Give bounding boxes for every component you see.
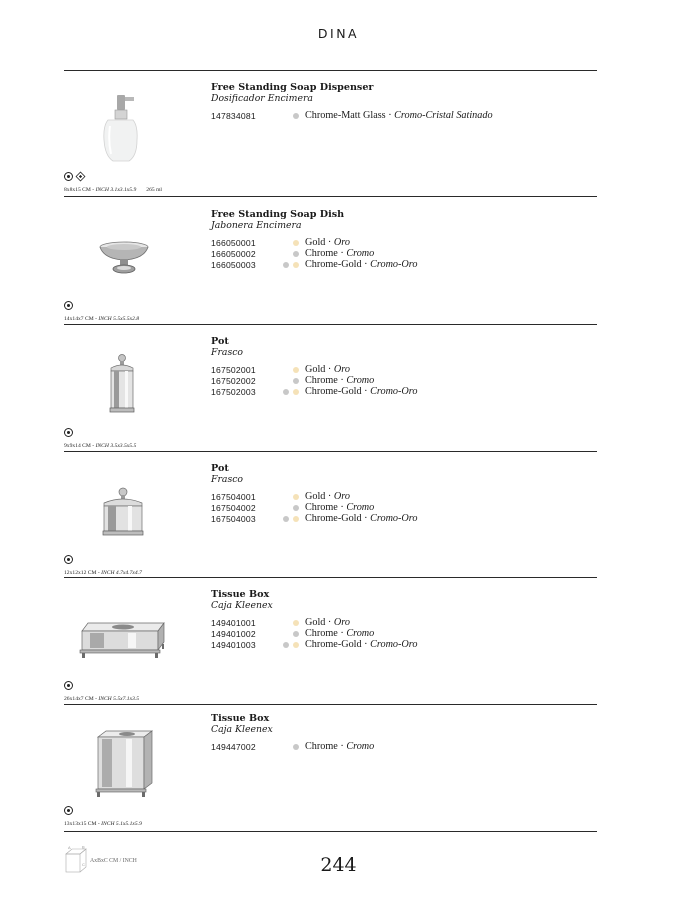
chrome-swatch	[283, 389, 289, 395]
product-name-es: Dosificador Encimera	[211, 93, 313, 104]
product-code: 167504002	[211, 503, 256, 513]
section-divider	[64, 577, 597, 578]
legend-label: AxBxC CM / INCH	[90, 858, 137, 864]
finish-label: Gold · Oro	[305, 617, 350, 628]
dimensions: 14x14x7 CM - INCH 5.5x5.5x2.8	[64, 316, 140, 322]
chrome-swatch	[293, 505, 299, 511]
product-code: 166050001	[211, 238, 256, 248]
product-code: 149447002	[211, 742, 256, 752]
section-divider	[64, 704, 597, 705]
finish-label: Chrome · Cromo	[305, 628, 375, 639]
product-name: Tissue Box	[211, 589, 270, 600]
gold-swatch	[293, 389, 299, 395]
product-block	[64, 463, 597, 577]
page-number: 244	[320, 854, 357, 876]
variant-list	[211, 742, 651, 753]
gold-swatch	[293, 367, 299, 373]
brand-title: DINA	[317, 26, 360, 41]
section-divider	[64, 70, 597, 71]
feature-icons	[64, 681, 73, 690]
finish-label: Chrome-Gold · Cromo-Oro	[305, 513, 418, 524]
chrome-swatch	[293, 251, 299, 257]
product-code: 167504003	[211, 514, 256, 524]
product-block	[64, 589, 597, 703]
variant-row	[211, 514, 651, 525]
dim-letter-c: C	[82, 862, 85, 867]
section-divider	[64, 831, 597, 832]
dimensions: 26x14x7 CM - INCH 5.5x7.1x3.5	[64, 696, 140, 702]
volume: 265 ml	[146, 187, 162, 193]
variant-row	[211, 387, 651, 398]
section-divider	[64, 196, 597, 197]
feature-icons	[64, 172, 85, 181]
finish-label: Chrome-Gold · Cromo-Oro	[305, 259, 418, 270]
product-name: Pot	[211, 336, 229, 347]
product-name-es: Frasco	[211, 474, 244, 485]
product-code: 149401002	[211, 629, 256, 639]
product-code: 166050003	[211, 260, 256, 270]
finish-label: Gold · Oro	[305, 237, 350, 248]
tissue-box-image	[92, 729, 156, 799]
circle-icon	[64, 301, 73, 310]
chrome-swatch	[293, 744, 299, 750]
diamond-icon	[76, 172, 86, 182]
pot-image	[106, 354, 138, 414]
product-code: 147834081	[211, 111, 256, 121]
feature-icons	[64, 806, 73, 815]
variant-row	[211, 365, 651, 376]
feature-icons	[64, 301, 73, 310]
gold-swatch	[293, 642, 299, 648]
dim-letter-b: B	[82, 846, 85, 850]
dimensions: 9x9x14 CM - INCH 3.5x3.5x5.5	[64, 443, 137, 449]
gold-swatch	[293, 494, 299, 500]
dim-letter-a: A	[68, 846, 71, 850]
product-code: 149401001	[211, 618, 256, 628]
product-name: Tissue Box	[211, 713, 270, 724]
product-name-es: Jabonera Encimera	[211, 220, 302, 231]
product-name-es: Frasco	[211, 347, 244, 358]
chrome-swatch	[293, 378, 299, 384]
circle-icon	[64, 806, 73, 815]
variant-row	[211, 260, 651, 271]
variant-list	[211, 238, 651, 271]
product-code: 149401003	[211, 640, 256, 650]
finish-label: Gold · Oro	[305, 364, 350, 375]
chrome-swatch	[283, 262, 289, 268]
product-name: Free Standing Soap Dispenser	[211, 82, 374, 93]
finish-label: Gold · Oro	[305, 491, 350, 502]
variant-list	[211, 111, 651, 122]
gold-swatch	[293, 516, 299, 522]
variant-row	[211, 249, 651, 260]
variant-row	[211, 376, 651, 387]
pot-image	[100, 487, 146, 537]
product-code: 167502001	[211, 365, 256, 375]
feature-icons	[64, 555, 73, 564]
gold-swatch	[293, 240, 299, 246]
tissue-box-image	[78, 617, 170, 661]
product-block	[64, 82, 597, 196]
section-divider	[64, 451, 597, 452]
finish-label: Chrome · Cromo	[305, 375, 375, 386]
variant-row	[211, 238, 651, 249]
finish-label: Chrome-Gold · Cromo-Oro	[305, 386, 418, 397]
dimensions: 12x12x12 CM - INCH 4.7x4.7x4.7	[64, 570, 142, 576]
circle-icon	[64, 555, 73, 564]
product-name: Free Standing Soap Dish	[211, 209, 345, 220]
circle-icon	[64, 681, 73, 690]
soap-dish-image	[98, 239, 150, 279]
circle-icon	[64, 428, 73, 437]
chrome-swatch	[283, 642, 289, 648]
finish-label: Chrome · Cromo	[305, 502, 375, 513]
circle-icon	[64, 172, 73, 181]
chrome-swatch	[283, 516, 289, 522]
finish-label: Chrome-Matt Glass · Cromo-Cristal Satinado	[305, 110, 493, 121]
gold-swatch	[293, 262, 299, 268]
product-name-es: Caja Kleenex	[211, 724, 273, 735]
soap-dispenser-image	[100, 92, 140, 164]
product-code: 167504001	[211, 492, 256, 502]
variant-list	[211, 365, 651, 398]
feature-icons	[64, 428, 73, 437]
section-divider	[64, 324, 597, 325]
dimensions: 8x8x15 CM - INCH 3.1x3.1x5.9 265 ml	[64, 187, 162, 193]
variant-row	[211, 618, 651, 629]
variant-row	[211, 111, 651, 122]
product-block	[64, 713, 597, 827]
product-name-es: Caja Kleenex	[211, 600, 273, 611]
product-name: Pot	[211, 463, 229, 474]
finish-label: Chrome · Cromo	[305, 248, 375, 259]
variant-row	[211, 503, 651, 514]
finish-label: Chrome · Cromo	[305, 741, 375, 752]
dimensions: 13x13x15 CM - INCH 5.1x5.1x5.9	[64, 821, 142, 827]
variant-row	[211, 629, 651, 640]
variant-list	[211, 492, 651, 525]
product-code: 166050002	[211, 249, 256, 259]
variant-row	[211, 492, 651, 503]
finish-label: Chrome-Gold · Cromo-Oro	[305, 639, 418, 650]
product-code: 167502003	[211, 387, 256, 397]
chrome-swatch	[293, 113, 299, 119]
product-block	[64, 336, 597, 450]
variant-row	[211, 640, 651, 651]
chrome-swatch	[293, 631, 299, 637]
variant-row	[211, 742, 651, 753]
gold-swatch	[293, 620, 299, 626]
product-code: 167502002	[211, 376, 256, 386]
product-block	[64, 209, 597, 323]
variant-list	[211, 618, 651, 651]
